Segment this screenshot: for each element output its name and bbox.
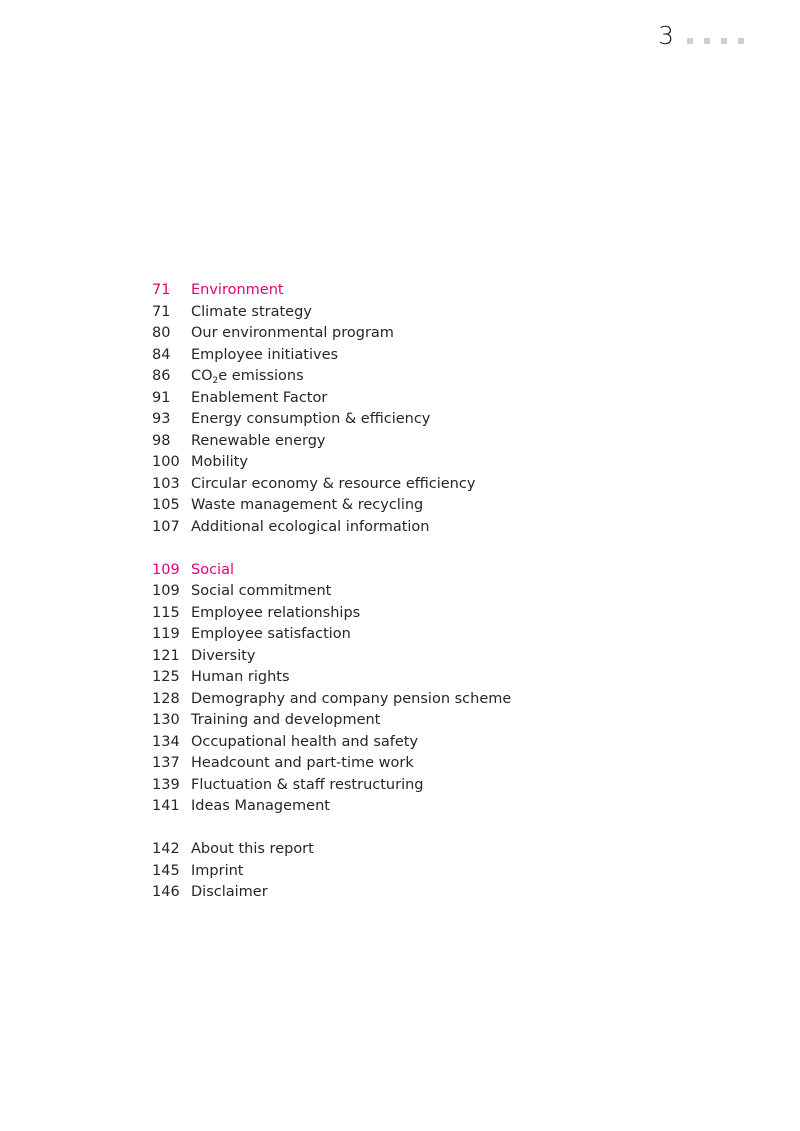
toc-page-number: 80 [152, 325, 171, 341]
toc-item[interactable] [152, 366, 652, 388]
table-of-contents [152, 280, 652, 925]
toc-title: Environment [191, 282, 284, 298]
toc-item[interactable] [152, 495, 652, 517]
toc-title: Social [191, 561, 234, 578]
toc-page-number: 137 [152, 755, 180, 771]
toc-page-number: 71 [152, 282, 171, 298]
toc-item[interactable] [152, 603, 652, 625]
toc-page-number: 121 [152, 647, 180, 664]
toc-title: Social commitment [191, 583, 332, 599]
toc-title: Additional ecological information [191, 518, 430, 535]
toc-title: Ideas Management [191, 798, 330, 814]
toc-title-subscript: 2 [212, 376, 219, 386]
toc-section-environment [152, 280, 652, 538]
toc-page-number: 84 [152, 346, 171, 363]
page-dot [687, 38, 693, 44]
toc-item[interactable] [152, 882, 652, 904]
toc-title: Our environmental program [191, 325, 394, 341]
page-number: 3 [658, 21, 674, 50]
toc-title: About this report [191, 841, 314, 857]
toc-item[interactable] [152, 431, 652, 453]
toc-page-number: 91 [152, 389, 171, 406]
page-header [658, 22, 744, 50]
toc-page-number: 103 [152, 475, 180, 492]
toc-section-social [152, 560, 652, 818]
page-dot [704, 38, 710, 44]
toc-page-number: 109 [152, 583, 180, 599]
toc-title: Circular economy & resource efficiency [191, 475, 476, 492]
toc-item[interactable] [152, 667, 652, 689]
toc-item[interactable] [152, 775, 652, 797]
toc-page-number: 86 [152, 368, 171, 384]
toc-item[interactable] [152, 796, 652, 818]
toc-item[interactable] [152, 861, 652, 883]
page-dot [721, 38, 727, 44]
toc-item[interactable] [152, 323, 652, 345]
toc-item[interactable] [152, 409, 652, 431]
toc-title: Enablement Factor [191, 389, 328, 406]
toc-page-number: 125 [152, 669, 180, 685]
toc-page-number: 139 [152, 776, 180, 793]
toc-heading-environment[interactable] [152, 280, 652, 302]
toc-title-post: e emissions [218, 368, 304, 384]
toc-title: Imprint [191, 862, 244, 879]
toc-title: Employee initiatives [191, 346, 339, 363]
toc-item[interactable] [152, 689, 652, 711]
toc-title: Training and development [191, 712, 381, 728]
toc-item[interactable] [152, 452, 652, 474]
toc-title: Fluctuation & staff restructuring [191, 776, 424, 793]
toc-title: Human rights [191, 669, 290, 685]
toc-title: Energy consumption & efficiency [191, 411, 431, 427]
toc-item[interactable] [152, 474, 652, 496]
toc-page-number: 115 [152, 604, 180, 621]
toc-title [191, 366, 304, 388]
toc-page-number: 142 [152, 841, 180, 857]
toc-title: Disclaimer [191, 884, 268, 900]
toc-page-number: 98 [152, 432, 171, 449]
toc-item[interactable] [152, 753, 652, 775]
toc-title: Diversity [191, 647, 256, 664]
toc-title: Demography and company pension scheme [191, 690, 512, 707]
toc-page-number: 105 [152, 497, 180, 513]
toc-item[interactable] [152, 624, 652, 646]
toc-item[interactable] [152, 710, 652, 732]
toc-title-pre: CO [191, 368, 213, 384]
toc-title: Climate strategy [191, 303, 312, 320]
toc-page-number: 119 [152, 626, 180, 642]
toc-section-other [152, 839, 652, 904]
toc-page-number: 134 [152, 733, 180, 750]
toc-item[interactable] [152, 646, 652, 668]
toc-item[interactable] [152, 581, 652, 603]
toc-page-number: 109 [152, 561, 180, 578]
toc-item[interactable] [152, 517, 652, 539]
toc-title: Employee satisfaction [191, 626, 351, 642]
toc-page-number: 107 [152, 518, 180, 535]
toc-page-number: 145 [152, 862, 180, 879]
toc-title: Mobility [191, 454, 248, 470]
toc-page-number: 141 [152, 798, 180, 814]
page-indicator-dots [687, 38, 744, 44]
toc-page-number: 100 [152, 454, 180, 470]
toc-item[interactable] [152, 839, 652, 861]
toc-heading-social[interactable] [152, 560, 652, 582]
toc-item[interactable] [152, 302, 652, 324]
toc-title: Renewable energy [191, 432, 326, 449]
toc-page-number: 146 [152, 884, 180, 900]
toc-title: Employee relationships [191, 604, 361, 621]
toc-title: Occupational health and safety [191, 733, 419, 750]
toc-title: Waste management & recycling [191, 497, 424, 513]
toc-item[interactable] [152, 345, 652, 367]
toc-page-number: 71 [152, 303, 171, 320]
toc-page-number: 130 [152, 712, 180, 728]
toc-item[interactable] [152, 388, 652, 410]
toc-item[interactable] [152, 732, 652, 754]
toc-page-number: 128 [152, 690, 180, 707]
toc-page-number: 93 [152, 411, 171, 427]
toc-title: Headcount and part-time work [191, 755, 414, 771]
page-dot [738, 38, 744, 44]
